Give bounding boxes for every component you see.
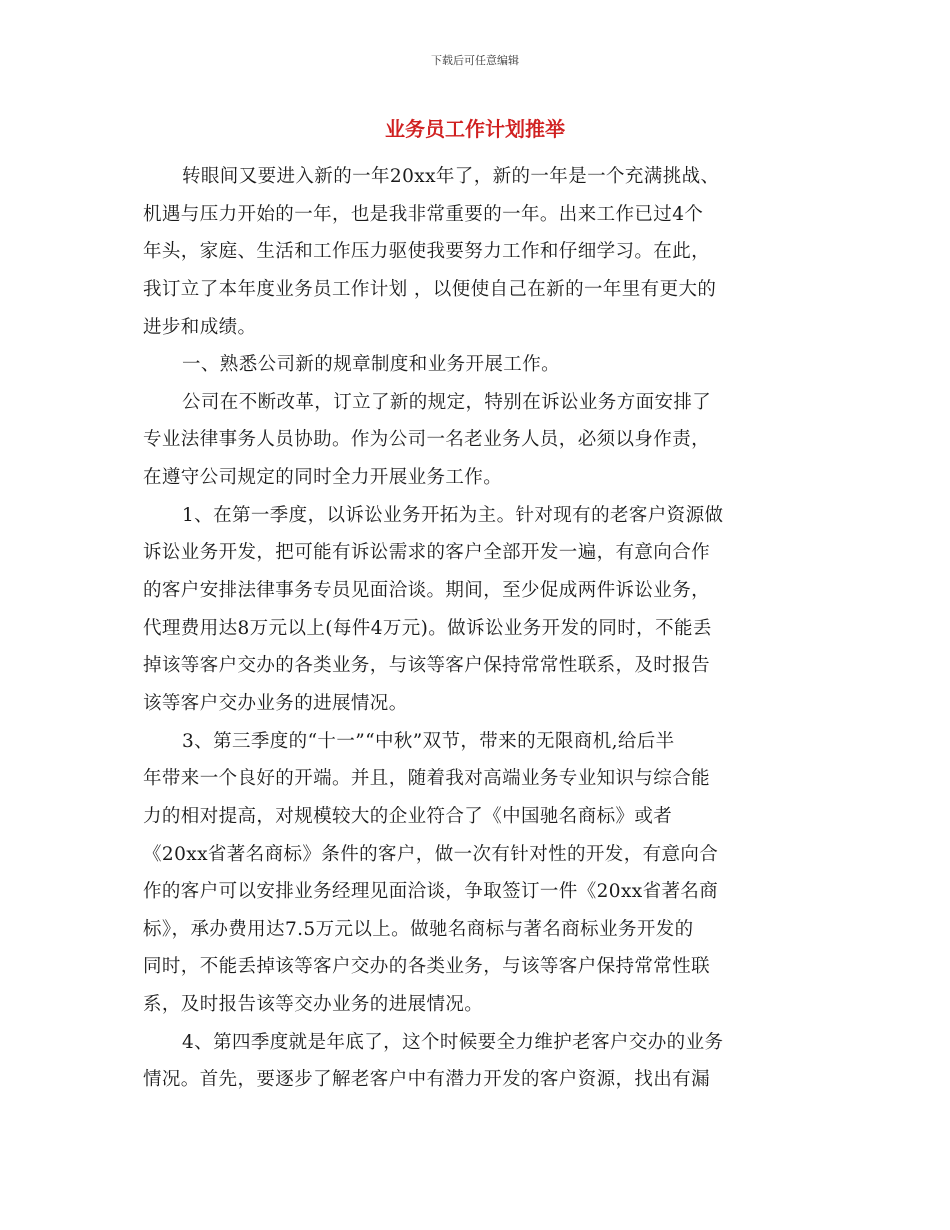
document-body: [143, 158, 823, 1099]
text-line: 3、第三季度的“十一”“中秋”双节，带来的无限商机,给后半: [182, 730, 675, 752]
text-line: 的客户安排法律事务专员见面洽谈。期间，至少促成两件诉讼业务，: [143, 580, 711, 602]
text-line: 诉讼业务开发，把可能有诉讼需求的客户全部开发一遍，有意向合作: [143, 542, 711, 564]
text-line: 我订立了本年度业务员工作计划 ，以便使自己在新的一年里有更大的: [143, 278, 717, 300]
text-line: 机遇与压力开始的一年，也是我非常重要的一年。出来工作已过4个: [143, 203, 704, 225]
text-line: 掉该等客户交办的各类业务，与该等客户保持常常性联系，及时报告: [143, 655, 711, 677]
text-line: 情况。首先，要逐步了解老客户中有潜力开发的客户资源，找出有漏: [143, 1069, 711, 1091]
text-line: 专业法律事务人员协助。作为公司一名老业务人员，必须以身作责，: [143, 429, 711, 451]
text-line: 同时，不能丢掉该等客户交办的各类业务，与该等客户保持常常性联: [143, 956, 711, 978]
text-line: 《20xx省著名商标》条件的客户，做一次有针对性的开发，有意向合: [143, 843, 719, 865]
text-line: 该等客户交办业务的进展情况。: [143, 692, 408, 714]
text-line: 1、在第一季度，以诉讼业务开拓为主。针对现有的老客户资源做: [182, 504, 724, 526]
text-line: 年头，家庭、生活和工作压力驱使我要努力工作和仔细学习。在此，: [143, 241, 711, 263]
text-line: 一、熟悉公司新的规章制度和业务开展工作。: [182, 354, 561, 376]
text-line: 系，及时报告该等交办业务的进展情况。: [143, 994, 484, 1016]
text-line: 公司在不断改革，订立了新的规定，特别在诉讼业务方面安排了: [182, 391, 712, 413]
text-line: 进步和成绩。: [143, 316, 257, 338]
document-title: 业务员工作计划推举: [385, 117, 565, 141]
text-line: 在遵守公司规定的同时全力开展业务工作。: [143, 467, 503, 489]
header-note: 下载后可任意编辑: [431, 54, 519, 67]
text-line: 4、第四季度就是年底了，这个时候要全力维护老客户交办的业务: [182, 1031, 724, 1053]
text-line: 代理费用达8万元以上(每件4万元)。做诉讼业务开发的同时，不能丢: [143, 617, 712, 639]
text-line: 转眼间又要进入新的一年20xx年了，新的一年是一个充满挑战、: [182, 166, 720, 187]
text-line: 年带来一个良好的开端。并且，随着我对高端业务专业知识与综合能: [143, 768, 711, 790]
text-line: 作的客户可以安排业务经理见面洽谈，争取签订一件《20xx省著名商: [143, 881, 719, 903]
text-line: 标》，承办费用达7.5万元以上。做驰名商标与著名商标业务开发的: [143, 918, 694, 940]
text-line: 力的相对提高，对规模较大的企业符合了《中国驰名商标》或者: [143, 805, 673, 827]
